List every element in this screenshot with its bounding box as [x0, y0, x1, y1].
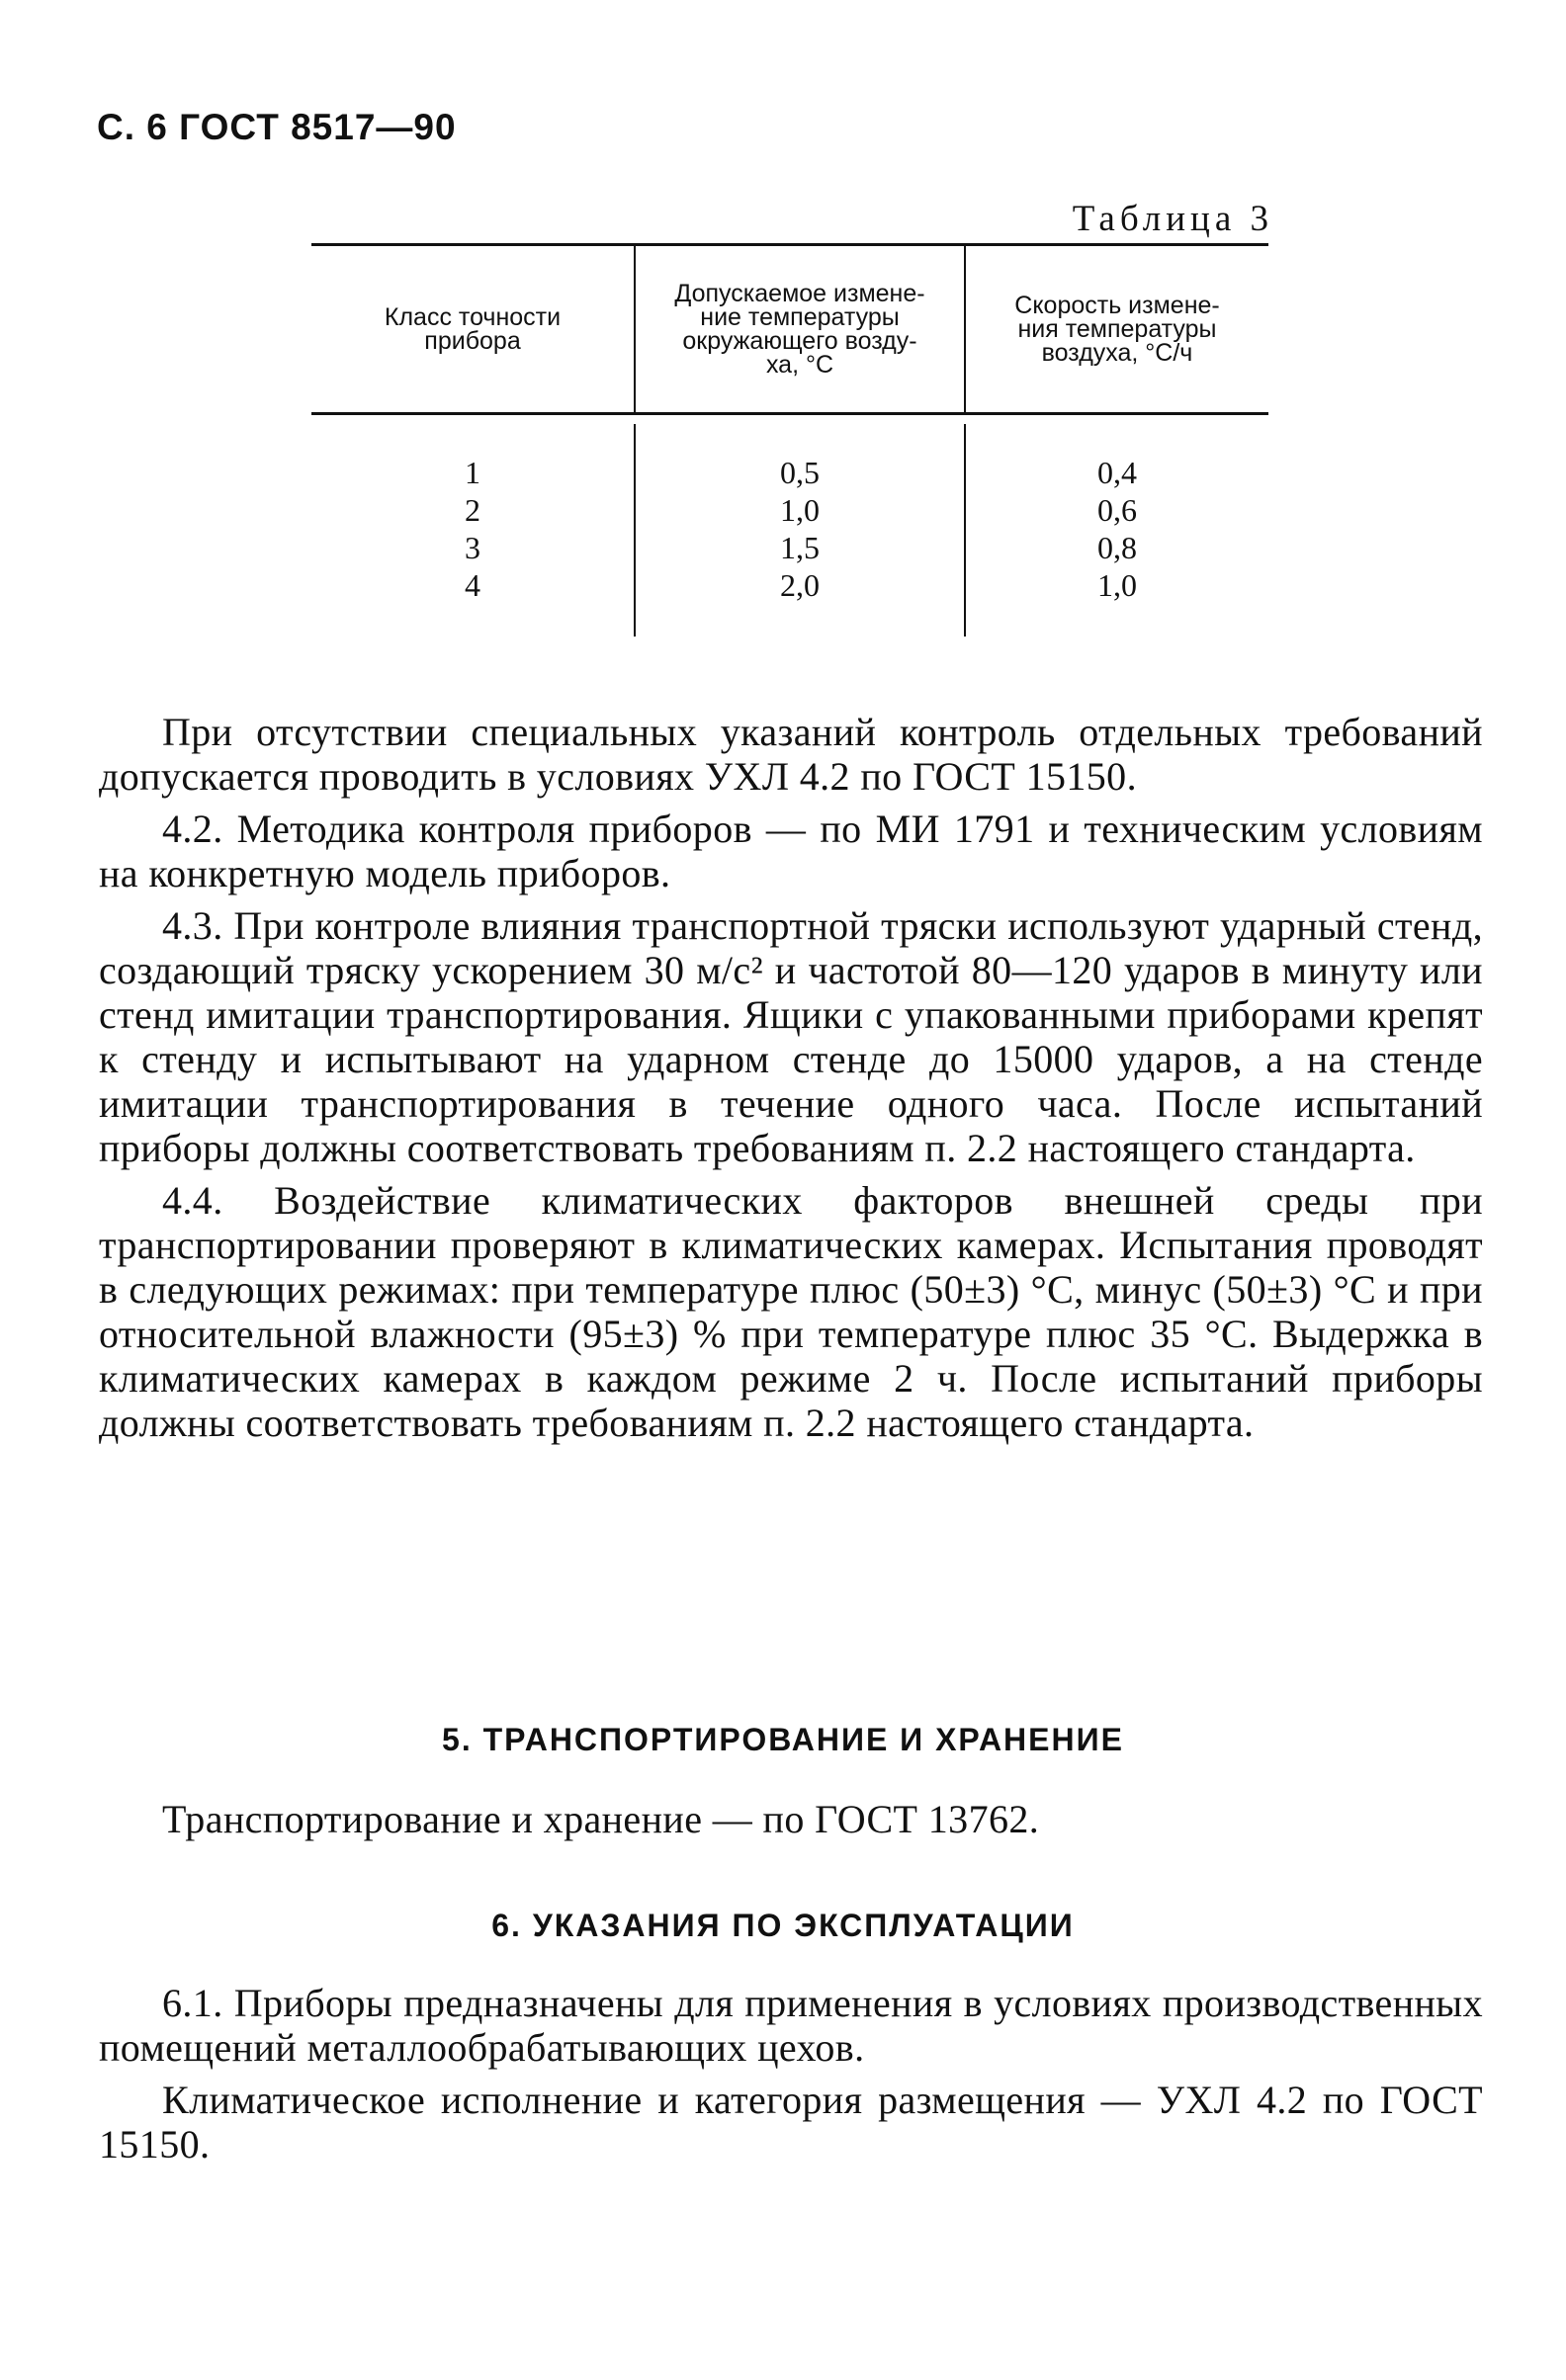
column-header-line: окружающего возду-	[682, 327, 917, 355]
column-header-line: прибора	[424, 327, 521, 355]
paragraph-4-2: 4.2. Методика контроля приборов — по МИ 1791 и техническим условиям на конкретную модель приборов.	[99, 807, 1483, 895]
table-header-rule	[311, 412, 1268, 415]
paragraph-climatic-design: Климатическое исполнение и категория размещения — УХЛ 4.2 по ГОСТ 15150.	[99, 2078, 1483, 2167]
column-header-allowed-temperature-change	[636, 246, 964, 412]
table-column-accuracy-class	[311, 454, 634, 604]
table-cell: 0,5	[780, 455, 820, 490]
column-header-line: Класс точности	[384, 303, 562, 331]
body-text	[99, 710, 1483, 1453]
table-cell: 1,5	[780, 530, 820, 565]
column-header-line: воздуха, °С/ч	[1041, 339, 1193, 367]
column-header-accuracy-class	[311, 246, 634, 412]
table-column-change-rate	[966, 454, 1268, 604]
section-6-text	[99, 1981, 1483, 2174]
table-cell: 0,8	[1097, 530, 1137, 565]
table-cell: 2,0	[780, 567, 820, 603]
section-5-heading: 5. ТРАНСПОРТИРОВАНИЕ И ХРАНЕНИЕ	[442, 1722, 1124, 1757]
table-cell: 1,0	[780, 492, 820, 528]
table-cell: 3	[465, 530, 480, 565]
column-header-line: Скорость измене-	[1014, 292, 1220, 319]
paragraph-6-1: 6.1. Приборы предназначены для применения в условиях производственных помещений металлообрабатывающих цехов.	[99, 1981, 1483, 2070]
table-cell: 0,6	[1097, 492, 1137, 528]
table-cell: 0,4	[1097, 455, 1137, 490]
section-5-text	[99, 1797, 1483, 1849]
column-header-line: ние температуры	[700, 303, 900, 331]
table-cell: 2	[465, 492, 480, 528]
paragraph-control-conditions: При отсутствии специальных указаний контроль отдельных требований допускается проводить в условиях УХЛ 4.2 по ГОСТ 15150.	[99, 710, 1483, 799]
column-header-line: ха, °С	[765, 351, 834, 379]
paragraph-4-3: 4.3. При контроле влияния транспортной тряски используют ударный стенд, создающий тряску ускорением 30 м/с² и частотой 80—120 ударов в минуту или стенд имитации транспортирования. Ящики с упакованными приборами крепят к стенду и испытывают на ударном стенде до 15000 ударов, а на стенде имитации транспортирования в течение одного часа. После испытаний приборы должны соответствовать требованиям п. 2.2 настоящего стандарта.	[99, 903, 1483, 1170]
table-cell: 1	[465, 455, 480, 490]
table-cell: 1,0	[1097, 567, 1137, 603]
section-6-heading: 6. УКАЗАНИЯ ПО ЭКСПЛУАТАЦИИ	[491, 1908, 1075, 1943]
table-column-allowed-change	[636, 454, 964, 604]
column-header-line: ния температуры	[1017, 315, 1217, 343]
paragraph-4-4: 4.4. Воздействие климатических факторов внешней среды при транспортировании проверяют в климатических камерах. Испытания проводят в следующих режимах: при температуре плюс (50±3) °С, минус (50±3) °С и при относительной влажности (95±3) % при температуре плюс 35 °С. Выдержка в климатических камерах в каждом режиме 2 ч. После испытаний приборы должны соответствовать требованиям п. 2.2 настоящего стандарта.	[99, 1178, 1483, 1445]
table-3	[311, 243, 1268, 637]
table-cell: 4	[465, 567, 480, 603]
column-header-temperature-change-rate	[966, 246, 1268, 412]
paragraph-transport-storage: Транспортирование и хранение — по ГОСТ 13762.	[162, 1797, 1040, 1841]
column-header-line: Допускаемое измене-	[674, 280, 925, 307]
page-header: С. 6 ГОСТ 8517—90	[97, 107, 457, 147]
table-caption: Таблица 3	[1072, 199, 1273, 239]
